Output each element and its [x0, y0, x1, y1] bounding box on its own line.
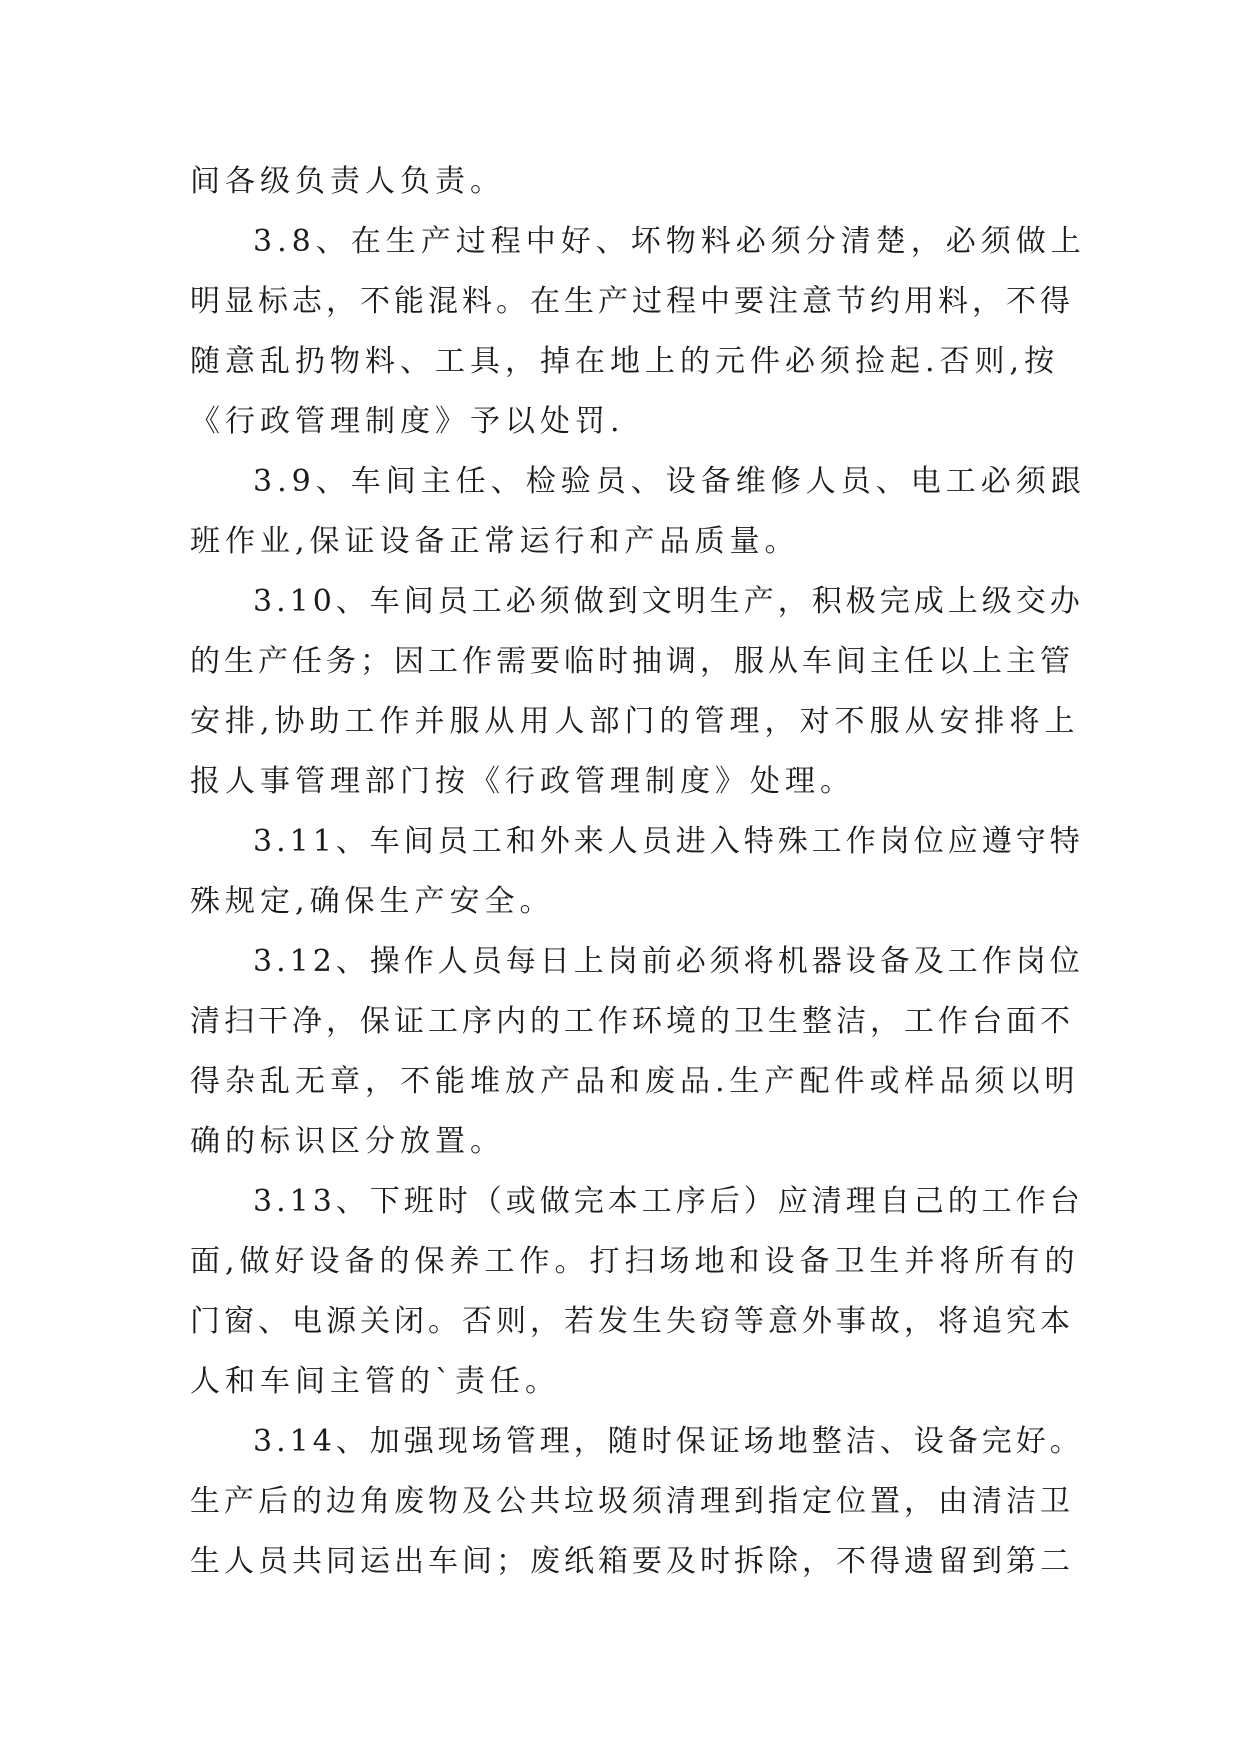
text-line: 门窗、电源关闭。否则，若发生失窃等意外事故，将追究本 [190, 1304, 1074, 1339]
text-line: 人和车间主管的`责任。 [190, 1364, 560, 1399]
text-line: 确的标识区分放置。 [190, 1124, 505, 1159]
text-line: 《行政管理制度》予以处罚. [190, 404, 625, 439]
text-line: 3.13、下班时（或做完本工序后）应清理自己的工作台 [253, 1184, 1084, 1219]
text-line: 间各级负责人负责。 [190, 164, 505, 199]
text-line: 安排,协助工作并服从用人部门的管理，对不服从安排将上 [190, 704, 1080, 739]
text-line: 的生产任务；因工作需要临时抽调，服从车间主任以上主管 [190, 644, 1074, 679]
text-line: 班作业,保证设备正常运行和产品质量。 [190, 524, 800, 559]
text-line: 清扫干净，保证工序内的工作环境的卫生整洁，工作台面不 [190, 1004, 1074, 1039]
text-line: 3.12、操作人员每日上岗前必须将机器设备及工作岗位 [253, 944, 1084, 979]
text-line: 殊规定,确保生产安全。 [190, 884, 555, 919]
text-line: 3.10、车间员工必须做到文明生产，积极完成上级交办 [253, 584, 1084, 619]
text-line: 3.11、车间员工和外来人员进入特殊工作岗位应遵守特 [253, 824, 1084, 859]
text-line: 明显标志，不能混料。在生产过程中要注意节约用料，不得 [190, 284, 1074, 319]
text-line: 报人事管理部门按《行政管理制度》处理。 [190, 764, 855, 799]
document-body [190, 152, 1086, 1592]
text-line: 3.8、在生产过程中好、坏物料必须分清楚，必须做上 [253, 224, 1086, 259]
text-line: 得杂乱无章，不能堆放产品和废品.生产配件或样品须以明 [190, 1064, 1080, 1099]
text-line: 3.9、车间主任、检验员、设备维修人员、电工必须跟 [253, 464, 1086, 499]
text-line: 生产后的边角废物及公共垃圾须清理到指定位置，由清洁卫 [190, 1484, 1074, 1519]
text-line: 面,做好设备的保养工作。打扫场地和设备卫生并将所有的 [190, 1244, 1080, 1279]
text-line: 随意乱扔物料、工具，掉在地上的元件必须捡起.否则,按 [190, 344, 1060, 379]
text-line: 生人员共同运出车间；废纸箱要及时拆除，不得遗留到第二 [190, 1544, 1074, 1579]
text-line: 3.14、加强现场管理，随时保证场地整洁、设备完好。 [253, 1424, 1084, 1459]
